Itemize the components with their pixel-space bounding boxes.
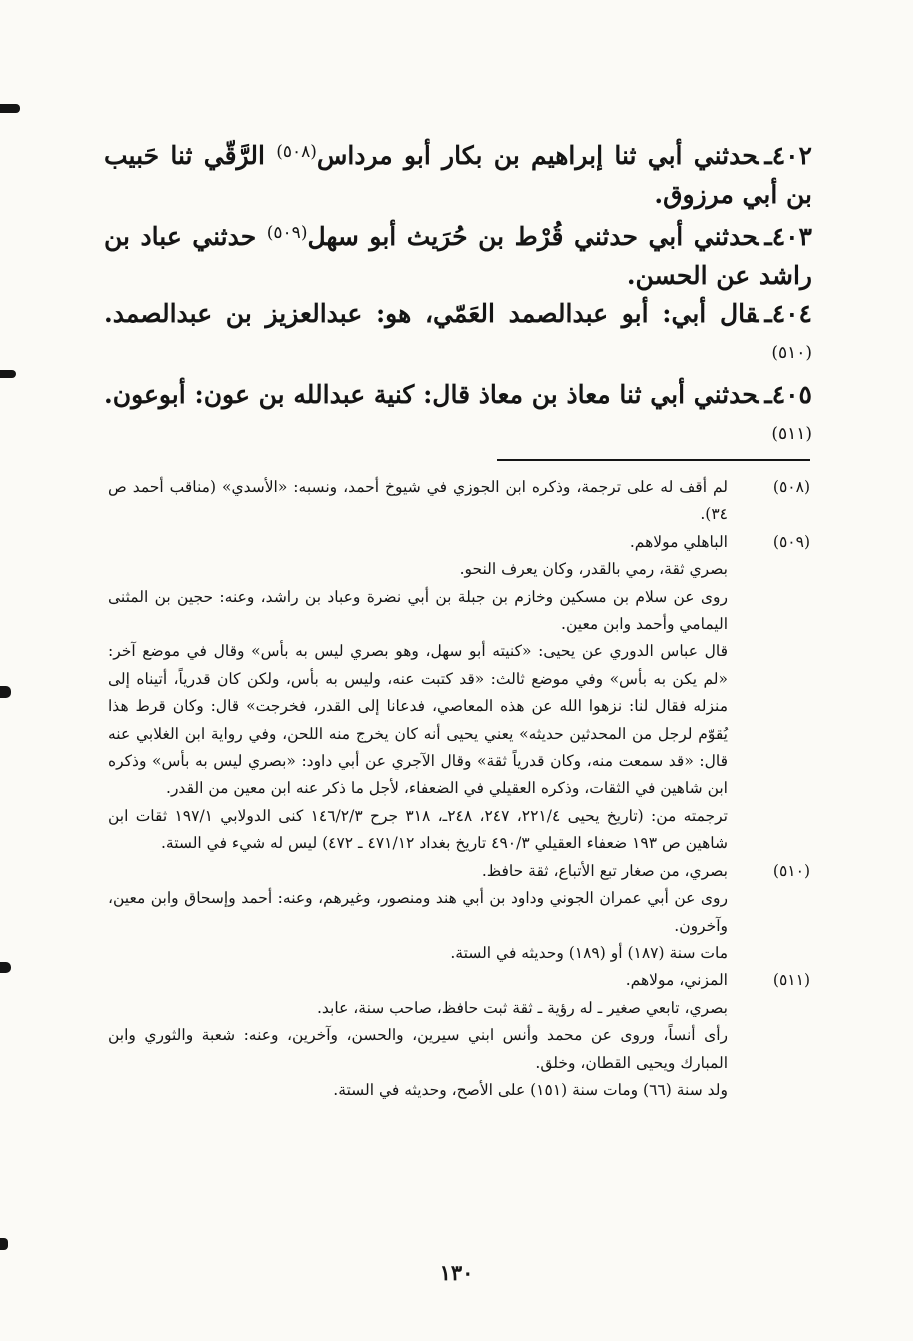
entry-text: حدثني أبي ثنا معاذ بن معاذ قال: كنية عبدالله بن عون: أبوعون. bbox=[104, 380, 759, 409]
footnote-paragraph: بصري، من صغار تبع الأتباع، ثقة حافظ. bbox=[481, 861, 728, 880]
footnote-paragraph: رأى أنساً، وروى عن محمد وأنس ابني سيرين، والحسن، وآخرين، وعنه: شعبة والثوري وابن المبارك ويحيى القطان، وخلق. bbox=[108, 1026, 728, 1072]
entry-number: ٤٠٤ـ bbox=[764, 299, 812, 328]
footnote-body bbox=[108, 967, 728, 1104]
scan-edge-mark bbox=[0, 1238, 8, 1250]
footnote-508 bbox=[108, 474, 810, 529]
footnote-paragraph: مات سنة (١٨٧) أو (١٨٩) وحديثه في الستة. bbox=[450, 943, 728, 962]
footnote-number: (٥١١) bbox=[772, 971, 810, 990]
footnote-paragraph: بصري، تابعي صغير ـ له رؤية ـ ثقة ثبت حافظ، صاحب سنة، عابد. bbox=[316, 998, 728, 1017]
footnote-paragraph: ترجمته من: (تاريخ يحيى ٢٢١/٤، ٢٤٧، ٢٤٨ـ، ٣١٨ جرح ١٤٦/٢/٣ كنى الدولابي ١٩٧/١ ثقات ابن شاهين ص ١٩٣ ضعفاء العقيلي ٤٩٠/٣ تاريخ بغداد ٤٧١/١٢ ـ ٤٧٢) ليس له شيء في الستة. bbox=[108, 806, 728, 853]
entry-number: ٤٠٣ـ bbox=[764, 222, 812, 251]
footnote-511 bbox=[108, 967, 810, 1104]
entry-text: قال أبي: أبو عبدالصمد العَمّي، هو: عبدالعزيز بن عبدالصمد. bbox=[104, 299, 759, 328]
footnote-reference: (٥١٠) bbox=[771, 342, 812, 363]
footnote-paragraph: بصري ثقة، رمي بالقدر، وكان يعرف النحو. bbox=[459, 560, 728, 579]
page-number: ١٣٠ bbox=[439, 1260, 474, 1285]
scan-edge-mark bbox=[0, 370, 16, 378]
footnote-body bbox=[108, 858, 728, 968]
footnotes bbox=[108, 474, 810, 1104]
scan-edge-mark bbox=[0, 962, 11, 973]
footnote-reference: (٥٠٨) bbox=[276, 142, 317, 162]
hadith-entry-404 bbox=[104, 295, 812, 376]
hadith-entry-402 bbox=[104, 133, 812, 214]
footnote-paragraph: روى عن سلام بن مسكين وخازم بن جبلة بن أبي نضرة وعباد بن راشد، وعنه: حجين بن المثنى اليمامي وأحمد وابن معين. bbox=[108, 587, 728, 634]
hadith-entry-405 bbox=[104, 376, 812, 457]
footnote-paragraph: قال عباس الدوري عن يحيى: «كنيته أبو سهل، وهو بصري ليس به بأس» وقال في موضع آخر: «لم يكن به بأس» وفي موضع ثالث: «قد كتبت عنه، وليس به بأس، ولكن كان قدرياً، أتيناه إلى منزله فقال لنا: نزهوا الله عن هذه المعاصي، فدعانا إلى القدر، فخرجت» قال: وكان قرط هذا يُقوّم لرجل من المحدثين حديثه» يعني يحيى أنه كان يخرج منه اللحن، وفي رواية ابن الغلابي عنه قال: «قد سمعت منه، وكان قدرياً ثقة» وقال الآجري عن أبي داود: «بصري ليس به بأس» وذكره ابن شاهين في الثقات، وذكره العقيلي في الضعفاء، لأجل ما ذكر عنه ابن معين من القدر. bbox=[108, 642, 728, 798]
footnote-paragraph: روى عن أبي عمران الجوني وداود بن أبي هند ومنصور، وغيرهم، وعنه: أحمد وإسحاق وابن معين، وآخرون. bbox=[108, 889, 728, 935]
footnote-reference: (٥١١) bbox=[771, 423, 812, 444]
entry-text: حدثني أبي حدثني قُرْط بن حُرَيث أبو سهل bbox=[307, 222, 759, 251]
scan-edge-mark bbox=[0, 104, 20, 113]
hadith-entry-403 bbox=[104, 214, 812, 295]
entry-text-continued: الرَّقّي ثنا حَبيب بن أبي مرزوق. bbox=[104, 141, 812, 209]
entry-text-continued: حدثني عباد بن راشد عن الحسن. bbox=[104, 222, 812, 290]
footnote-510 bbox=[108, 858, 810, 968]
footnote-paragraph: ولد سنة (٦٦) ومات سنة (١٥١) على الأصح، وحديثه في الستة. bbox=[333, 1080, 728, 1099]
footnote-paragraph: لم أقف له على ترجمة، وذكره ابن الجوزي في شيوخ أحمد، ونسبه: «الأسدي» (مناقب أحمد ص ٣٤). bbox=[108, 478, 728, 524]
entry-number: ٤٠٢ـ bbox=[764, 141, 812, 170]
footnote-number: (٥١٠) bbox=[772, 861, 810, 880]
footnote-body bbox=[108, 529, 728, 858]
main-text bbox=[104, 133, 812, 457]
footnote-body bbox=[108, 474, 728, 529]
scan-edge-mark bbox=[0, 686, 11, 698]
entry-number: ٤٠٥ـ bbox=[764, 380, 812, 409]
footnote-paragraph: المزني، مولاهم. bbox=[625, 971, 728, 990]
entry-text: حدثني أبي ثنا إبراهيم بن بكار أبو مرداس bbox=[316, 141, 759, 170]
footnote-reference: (٥٠٩) bbox=[266, 223, 308, 243]
footnote-number: (٥٠٩) bbox=[772, 532, 810, 551]
footnote-paragraph: الباهلي مولاهم. bbox=[629, 532, 728, 551]
footnote-separator bbox=[497, 459, 810, 461]
footnote-number: (٥٠٨) bbox=[772, 478, 810, 496]
footnote-509 bbox=[108, 529, 810, 858]
